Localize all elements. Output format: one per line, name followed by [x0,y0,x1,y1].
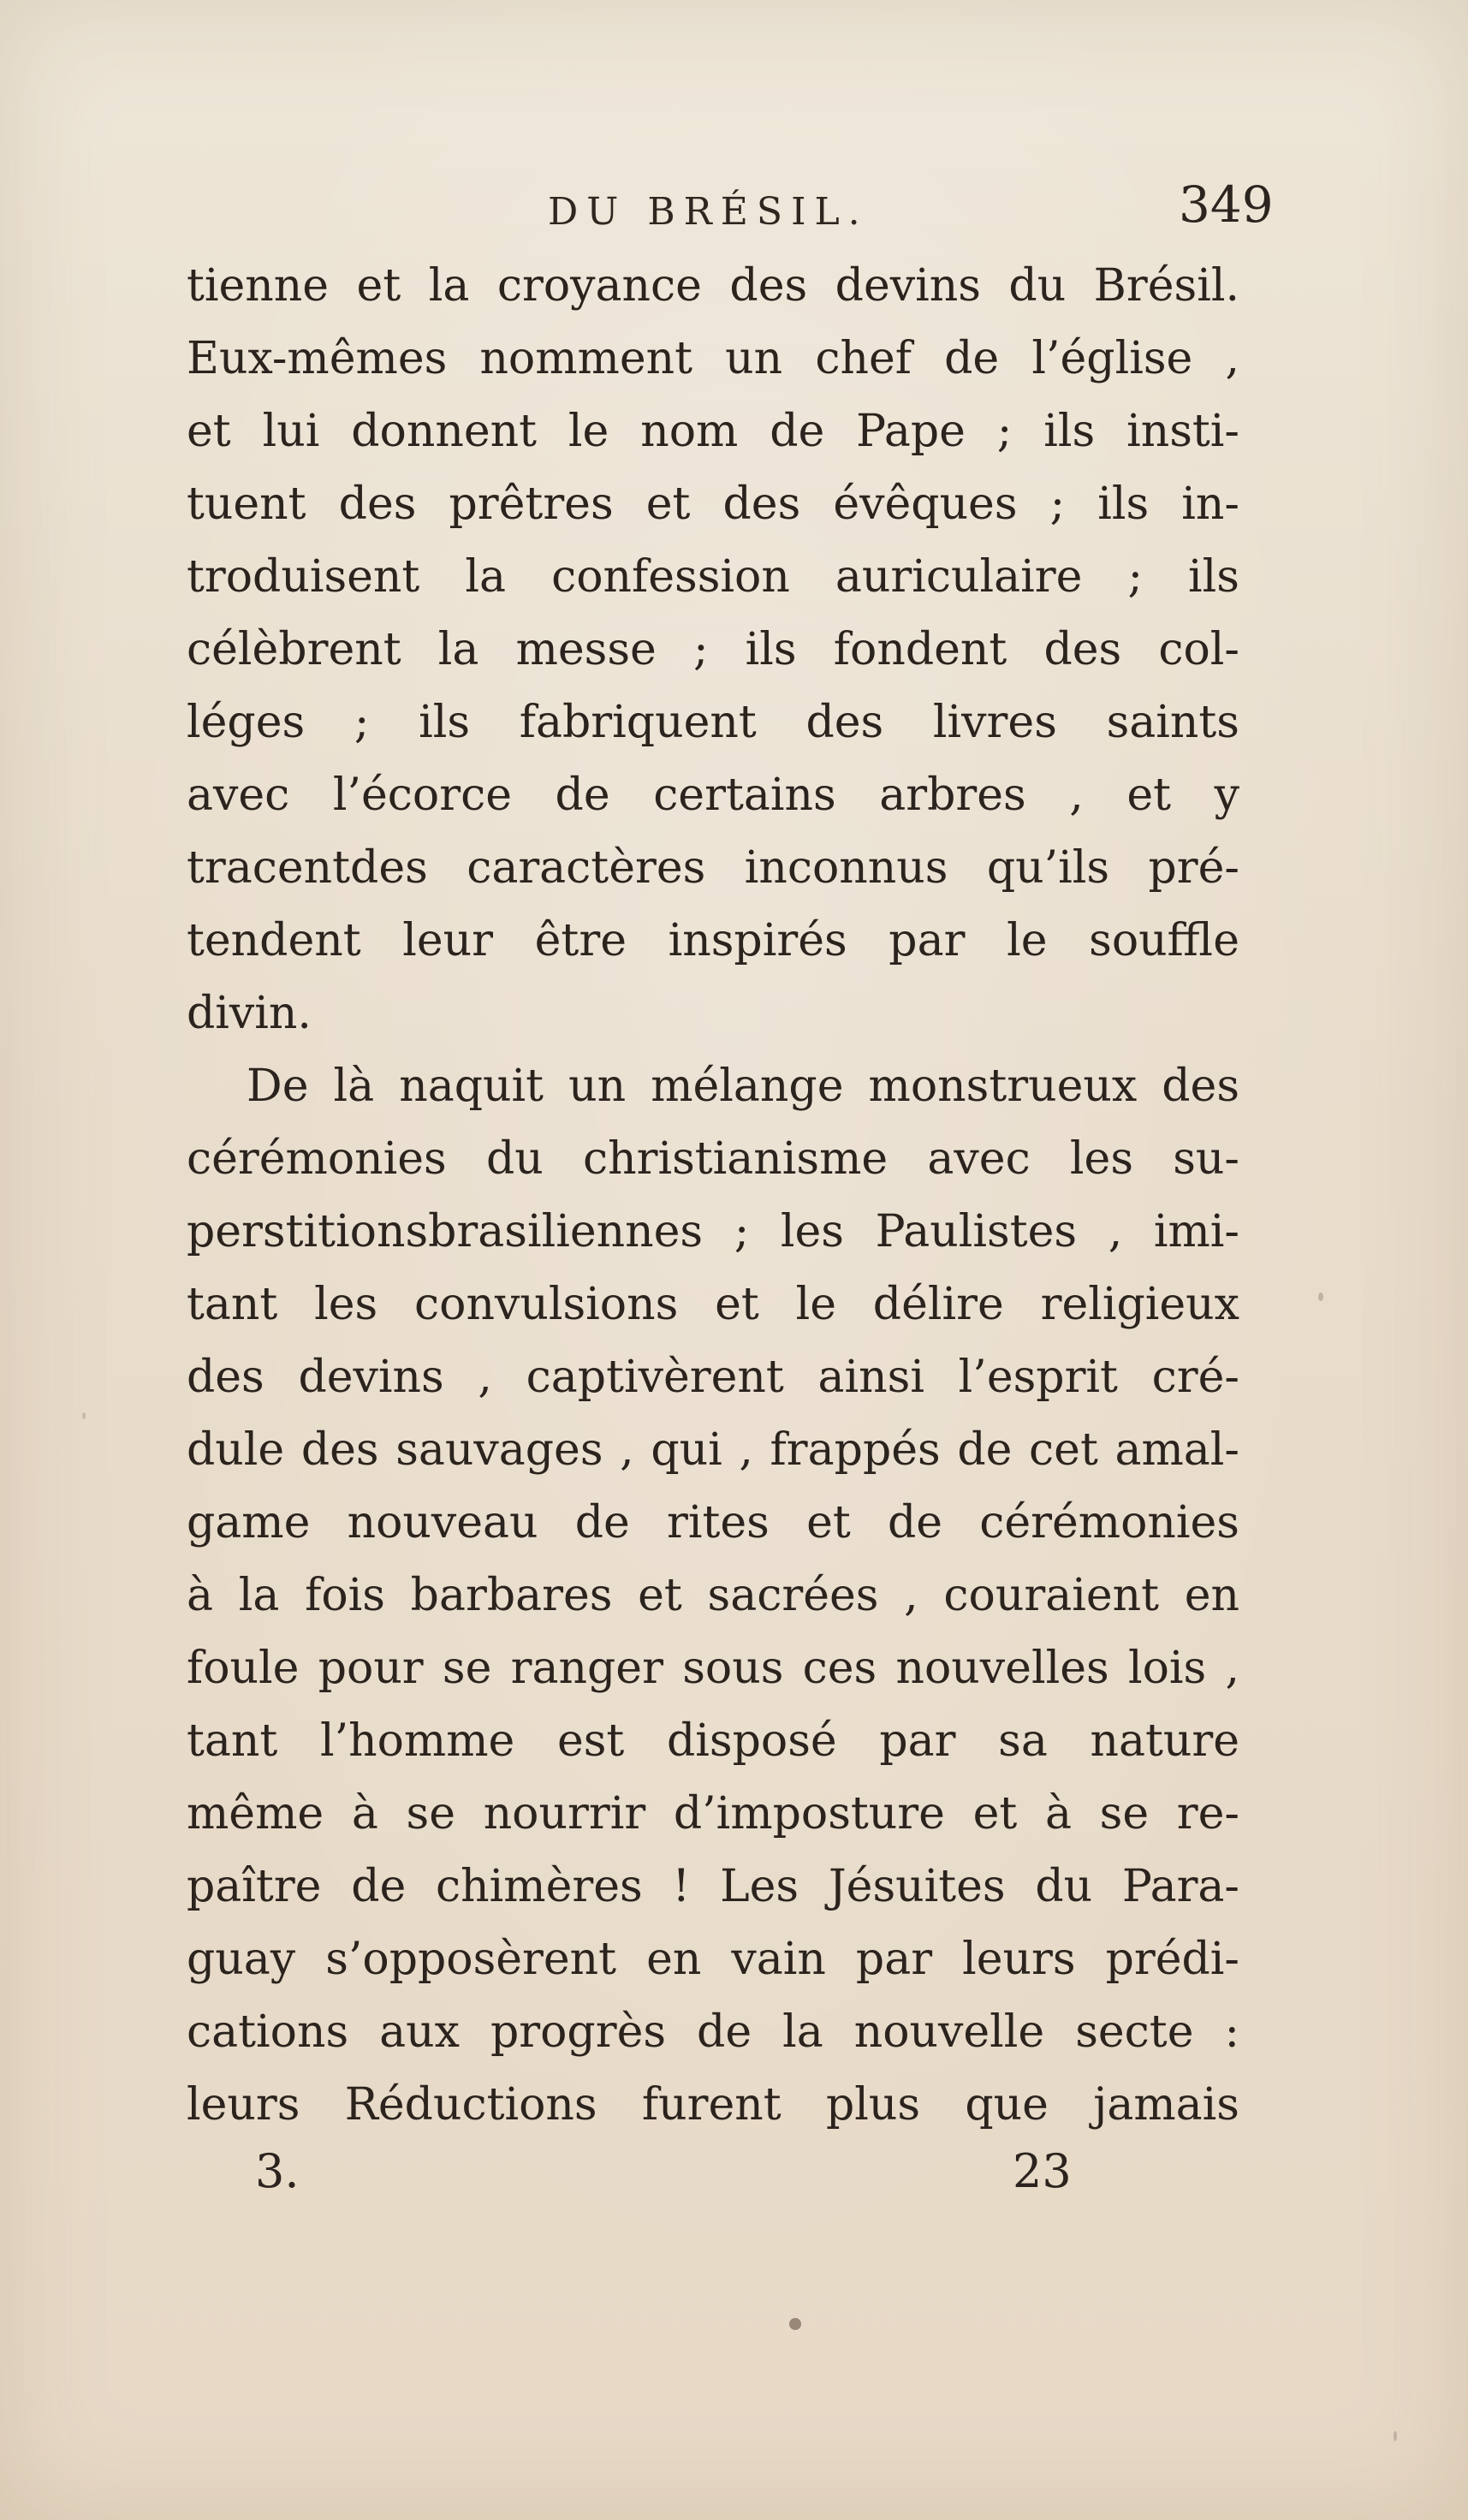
text-line: paître de chimères ! Les Jésuites du Para- [187,1861,1239,1912]
paper-speck [1318,1293,1323,1301]
text-line: dule des sauvages , qui , frappés de cet amal- [187,1424,1239,1476]
paper-speck [1394,2431,1397,2441]
text-line: foule pour se ranger sous ces nouvelles lois , [187,1643,1239,1694]
paragraph-start-line: De là naquit un mélange monstrueux des [247,1061,1239,1112]
text-line: tendent leur être inspirés par le souffle [187,915,1239,966]
page-number: 349 [1179,175,1274,234]
text-line: avec l’écorce de certains arbres , et y [187,770,1239,821]
text-line: game nouveau de rites et de cérémonies [187,1497,1239,1548]
text-line: à la fois barbares et sacrées , couraient en [187,1570,1239,1621]
catchword: 23 [1013,2144,1072,2198]
text-line: même à se nourrir d’imposture et à se re- [187,1788,1239,1839]
paper-speck [789,2318,801,2330]
text-line: tant les convulsions et le délire religieux [187,1279,1239,1330]
text-line: guay s’opposèrent en vain par leurs prédi- [187,1934,1239,1985]
text-line: cations aux progrès de la nouvelle secte : [187,2006,1239,2058]
text-line: des devins , captivèrent ainsi l’esprit cré- [187,1352,1239,1403]
text-line: et lui donnent le nom de Pape ; ils insti- [187,406,1239,457]
text-line: tracentdes caractères inconnus qu’ils pré- [187,842,1239,894]
paper-speck [82,1412,86,1419]
paragraph-end-line: divin. [187,988,312,1039]
text-line: leurs Réductions furent plus que jamais [187,2079,1239,2131]
signature-mark: 3. [255,2144,300,2198]
text-line: léges ; ils fabriquent des livres saints [187,697,1239,748]
text-line: tant l’homme est disposé par sa nature [187,1715,1239,1767]
text-line: célèbrent la messe ; ils fondent des col- [187,624,1239,675]
text-line: tuent des prêtres et des évêques ; ils in- [187,478,1239,530]
text-line: perstitionsbrasiliennes ; les Paulistes , imi- [187,1206,1239,1257]
text-line: Eux-mêmes nomment un chef de l’église , [187,333,1239,384]
body-text [187,250,1239,2142]
text-line: cérémonies du christianisme avec les su- [187,1133,1239,1185]
running-head: DU BRÉSIL. [548,190,869,234]
text-line: tienne et la croyance des devins du Brésil. [187,260,1239,312]
text-line: troduisent la confession auriculaire ; ils [187,551,1239,603]
